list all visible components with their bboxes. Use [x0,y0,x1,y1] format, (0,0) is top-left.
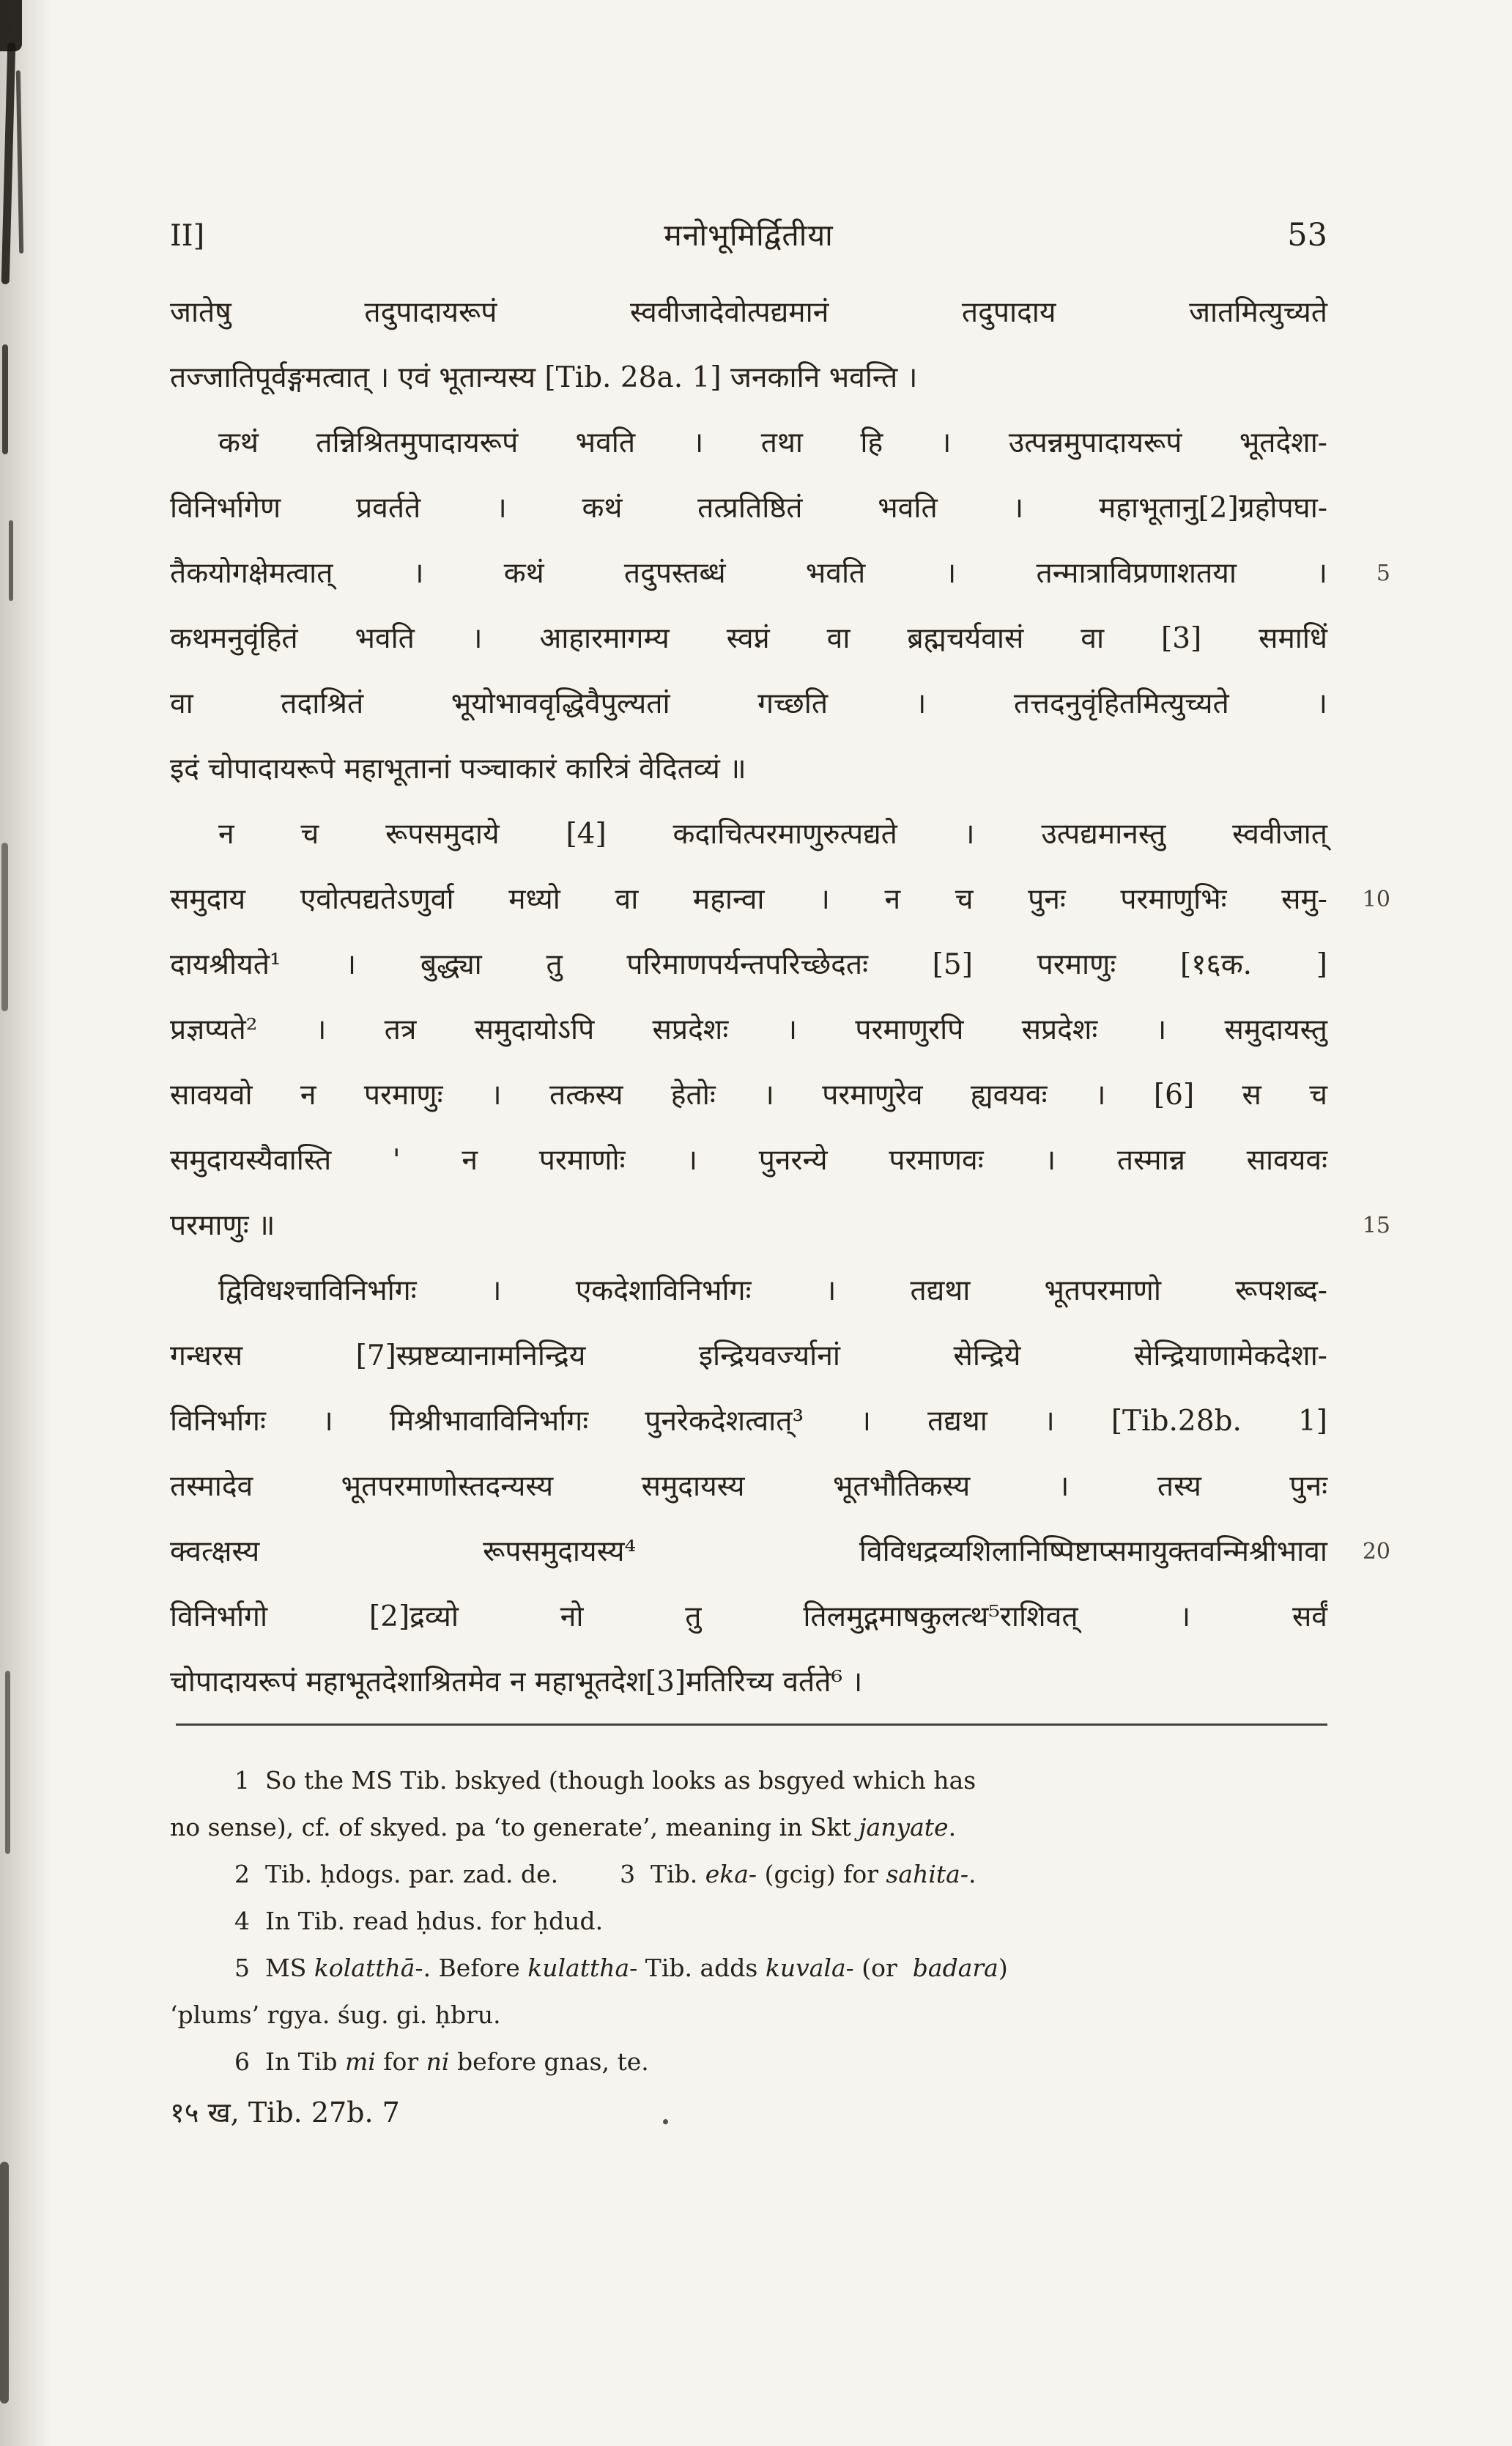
footnote-italic-term: eka- [705,1860,757,1888]
text-line-content: कथमनुवृंहितं भवति । आहारमागम्य स्वप्नं वा ब्रह्मचर्यवासं वा [3] समाधिं [170,622,1327,655]
text-line [170,802,1327,867]
text-line [170,476,1327,541]
text-line [170,1584,1327,1649]
text-line [170,1389,1327,1454]
text-line [170,932,1327,997]
text-line-content: प्रज्ञप्यते² । तत्र समुदायोऽपि सप्रदेशः । परमाणुरपि सप्रदेशः । समुदायस्तु [170,1013,1327,1046]
footnote-italic-term: sahita- [886,1860,968,1888]
text-line-content: परमाणुः ॥ [170,1209,275,1242]
text-line-content: द्विविधश्चाविनिर्भागः । एकदेशाविनिर्भागः । तद्यथा भूतपरमाणो रूपशब्द- [218,1274,1327,1307]
text-line [170,410,1327,476]
footnote-text: no sense), cf. of skyed. pa ‘to generate’, meaning in Skt [170,1813,859,1841]
margin-line-number: 5 [1376,561,1390,586]
footnote-line [170,1898,1327,1945]
text-line [170,1258,1327,1323]
page-header [170,214,1327,255]
text-line [170,1193,1390,1258]
footnote-italic-term: kuvala- [765,1954,854,1982]
text-line-content: विनिर्भागो [2]द्रव्यो नो तु तिलमुद्गमाषकुलत्थ⁵राशिवत् । सर्वं [170,1600,1327,1633]
main-text-block [170,280,1390,1715]
text-line [170,1649,1327,1715]
page-number: 53 [1287,217,1327,254]
footnote-italic-term: mi [344,2047,376,2076]
margin-line-number: 15 [1362,1213,1390,1238]
text-line [170,736,1327,802]
footnotes-block [170,1757,1327,2085]
text-line [170,1063,1327,1128]
binding-mark [0,2162,9,2403]
text-line-content: विनिर्भागेण प्रवर्तते । कथं तत्प्रतिष्ठितं भवति । महाभूतानु[2]ग्रहोपघा- [170,492,1327,525]
text-line [170,997,1327,1063]
footnote-italic-term: ni [426,2047,450,2076]
footnote-text: . Before [423,1954,528,1982]
footnote-text: 2 Tib. ḥdogs. par. zad. de. 3 Tib. [234,1860,705,1888]
binding-mark [2,344,8,454]
text-line [170,345,1327,410]
footnote-line [170,2039,1327,2085]
footnote-line [170,1945,1327,1992]
footnote-text: 1 So the MS Tib. bskyed (though looks as bsgyed which has [234,1766,976,1795]
footnote-text: Tib. adds [637,1954,766,1982]
footnote-separator-rule [176,1723,1327,1726]
catch-signature: १५ ख, Tib. 27b. 7 [170,2096,400,2129]
text-line-content: दायश्रीयते¹ । बुद्ध्या तु परिमाणपर्यन्तपरिच्छेदतः [5] परमाणुः [१६क. ] [170,948,1327,981]
margin-line-number: 20 [1362,1539,1390,1564]
binding-mark [5,1671,10,1854]
binding-mark [1,843,8,1011]
text-line-content: समुदाय एवोत्पद्यतेऽणुर्वा मध्यो वा महान्वा । न च पुनः परमाणुभिः समु- [170,883,1327,916]
footnote-line [170,1757,1327,1804]
footnote-text: . [948,1813,957,1841]
text-line [170,867,1390,932]
text-line [170,1454,1327,1519]
text-line-content: न च रूपसमुदाये [4] कदाचित्परमाणुरुत्पद्यते । उत्पद्यमानस्तु स्ववीजात् [218,818,1327,851]
margin-line-number: 10 [1362,887,1390,912]
footnote-text: (gcig) for [757,1860,886,1888]
footnote-text: 6 In Tib [234,2047,345,2076]
footnote-italic-term: kulattha- [527,1954,638,1982]
text-line-content: गन्धरस [7]स्प्रष्टव्यानामनिन्द्रिय इन्द्रियवर्ज्यानां सेन्द्रिये सेन्द्रियाणामेकदेशा- [170,1340,1327,1372]
binding-mark [9,520,13,601]
running-title: मनोभूमिर्द्वितीया [664,218,834,253]
chapter-mark: II] [170,219,205,253]
text-line-content: विनिर्भागः । मिश्रीभावाविनिर्भागः पुनरेकदेशत्वात्³ । तद्यथा । [Tib.28b. 1] [170,1405,1327,1438]
scan-speck [663,2119,668,2124]
text-line-content: वा तदाश्रितं भूयोभाववृद्धिवैपुल्यतां गच्छति । तत्तदनुवृंहितमित्युच्यते । [170,687,1327,720]
footnote-text: 5 MS [234,1954,314,1982]
text-line-content: चोपादायरूपं महाभूतदेशाश्रितमेव न महाभूतदेश[3]मतिरिच्य वर्तते⁶ । [170,1666,863,1699]
text-line [170,541,1390,606]
text-line-content: कथं तन्निश्रितमुपादायरूपं भवति । तथा हि । उत्पन्नमुपादायरूपं भूतदेशा- [218,426,1327,459]
text-line-content: जातेषु तदुपादायरूपं स्ववीजादेवोत्पद्यमानं तदुपादाय जातमित्युच्यते [170,296,1327,329]
footnote-text: for [375,2047,426,2076]
footnote-line [170,1804,1327,1851]
footnote-italic-term: janyate [859,1813,949,1841]
text-line-content: तज्जातिपूर्वङ्गमत्वात् । एवं भूतान्यस्य [Tib. 28a. 1] जनकानि भवन्ति । [170,361,918,394]
text-line [170,1519,1390,1584]
footnote-text: . [968,1860,976,1888]
text-line-content: तैकयोगक्षेमत्वात् । कथं तदुपस्तब्धं भवति । तन्मात्राविप्रणाशतया । [170,557,1327,590]
footnote-line [170,1992,1327,2039]
text-line [170,280,1327,345]
footnote-line [170,1851,1327,1898]
text-line-content: समुदायस्यैवास्ति ' न परमाणोः । पुनरन्ये परमाणवः । तस्मान्न सावयवः [170,1144,1327,1177]
text-line [170,671,1327,736]
footnote-italic-term: badara [912,1954,998,1982]
footnote-text: ‘plums’ rgya. śug. gi. ḥbru. [170,2000,501,2029]
footnote-text: before gnas, te. [449,2047,649,2076]
footnote-text: ) [998,1954,1008,1982]
text-line-content: तस्मादेव भूतपरमाणोस्तदन्यस्य समुदायस्य भूतभौतिकस्य । तस्य पुनः [170,1470,1327,1503]
text-line-content: इदं चोपादायरूपे महाभूतानां पञ्चाकारं कारित्रं वेदितव्यं ॥ [170,753,746,786]
text-line [170,1128,1327,1193]
footnote-text: 4 In Tib. read ḥdus. for ḥdud. [234,1907,604,1935]
footnote-text: (or [853,1954,913,1982]
text-line [170,606,1327,671]
footnote-italic-term: kolatthā- [314,1954,423,1982]
text-line-content: सावयवो न परमाणुः । तत्कस्य हेतोः । परमाणुरेव ह्यवयवः । [6] स च [170,1079,1327,1112]
text-line-content: क्वत्क्षस्य रूपसमुदायस्य⁴ विविधद्रव्यशिलानिष्पिष्टाप्समायुक्तवन्मिश्रीभावा [170,1535,1327,1568]
text-line [170,1323,1327,1389]
